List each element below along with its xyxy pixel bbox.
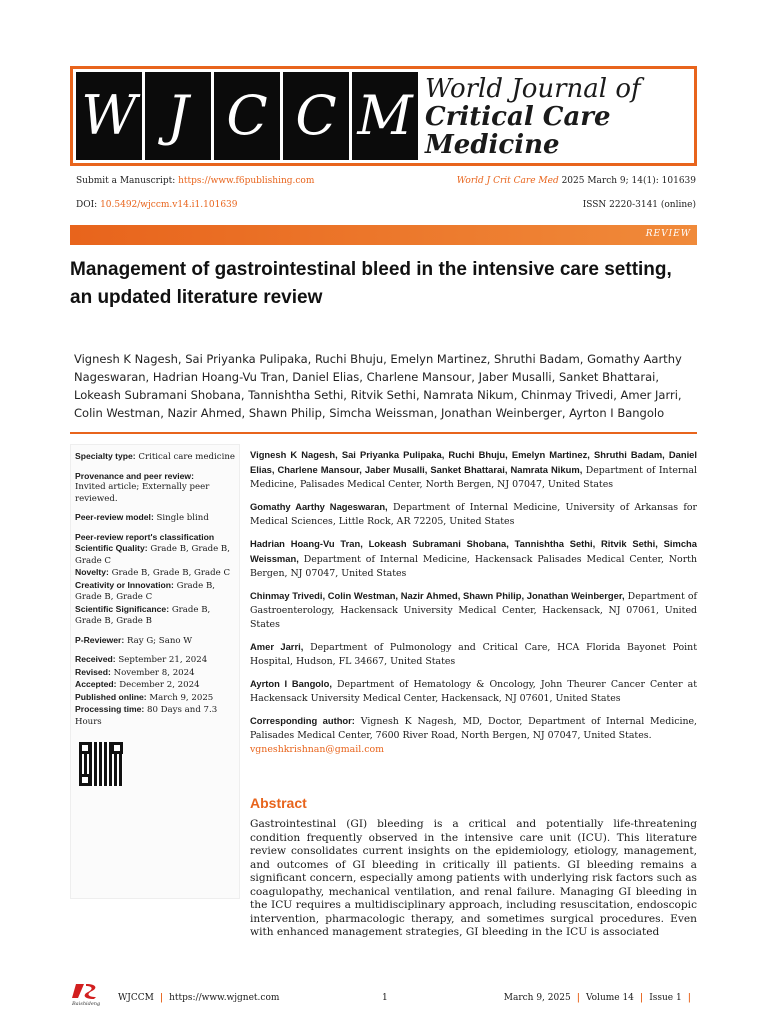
- corresponding-text: Vignesh K Nagesh, MD, Doctor, Department of Internal Medicine, Palisades Medical Center, 7600 River Road, North Bergen, NJ 07047, United States.: [250, 716, 698, 741]
- accepted-label: Accepted:: [75, 679, 117, 689]
- creativity-label: Creativity or Innovation:: [75, 579, 174, 590]
- abstract-text: Gastrointestinal (GI) bleeding is a critical and potentially life-threatening condition frequently observed in the intensive care unit (ICU). This literature review consolidates current insights on the epidemiology, etiology, management, and outcomes of GI bleeding in critically ill patients. GI bleeding remains a significant concern, especially among patients with underlying risk factors such as coagulopathy, mechanical ventilation, and renal failure. Managing GI bleeding in the ICU requires a multidisciplinary approach, including resuscitation, endoscopic intervention, pharmacologic therapy, and sometimes surgical procedures. Even with enhanced management strategies, GI bleeding in the ICU is associated: [250, 818, 697, 938]
- affiliation-names: Amer Jarri,: [250, 641, 304, 652]
- logo-letter: W: [76, 72, 142, 160]
- p-reviewer: [75, 635, 235, 648]
- logo-letter: J: [145, 72, 211, 160]
- affiliation-names: Vignesh K Nagesh, Sai Priyanka Pulipaka, Ruchi Bhuju, Emelyn Martinez, Shruthi Badam, Daniel Elias, Charlene Mansour, Jaber Musalli, Sanket Bhattarai, Namrata Nikum,: [250, 449, 697, 475]
- affiliation-names: Hadrian Hoang-Vu Tran, Lokeash Subramani Shobana, Tannishtha Sethi, Ritvik Sethi, Simcha Weissman,: [250, 538, 697, 564]
- qr-code[interactable]: [79, 742, 123, 786]
- author-list: Vignesh K Nagesh, Sai Priyanka Pulipaka, Ruchi Bhuju, Emelyn Martinez, Shruthi Badam, Gomathy Aarthy Nageswaran, Hadrian Hoang-Vu Tran, Daniel Elias, Charlene Mansour, Jaber Musalli, Sanket Bhattarai, Lokeash Subramani Shobana, Tannishtha Sethi, Ritvik Sethi, Namrata Nikum, Chinmay Trivedi, Amer Jarri, Colin Westman, Nazir Ahmed, Shawn Philip, Simcha Weissman, Jonathan Weinberger, Ayrton I Bangolo: [74, 352, 682, 420]
- submit-link[interactable]: https://www.f6publishing.com: [178, 176, 315, 186]
- peer-review-model: [75, 512, 235, 525]
- publisher-name: Baishideng: [72, 1001, 101, 1006]
- sq-value: Grade B, Grade B, Grade C: [75, 544, 230, 566]
- corresponding-label: Corresponding author:: [250, 715, 355, 726]
- journal-title-line3: Medicine: [425, 130, 560, 160]
- specialty-label: Specialty type:: [75, 451, 136, 461]
- page-footer: [70, 988, 697, 1008]
- affiliation-dept: Department of Internal Medicine, University of Arkansas for Medical Sciences, Little Rock, AR 72205, United States: [250, 502, 697, 527]
- published-label: Published online:: [75, 691, 147, 702]
- article-title-line2: an updated literature review: [70, 287, 323, 308]
- affiliation: [250, 640, 697, 669]
- provenance-value: Invited article; Externally peer reviewed.: [75, 482, 210, 504]
- journal-title: [425, 75, 641, 159]
- classification: [75, 532, 235, 628]
- model-value: Single blind: [156, 513, 209, 523]
- footer-right: [504, 993, 697, 1003]
- article-title: [70, 256, 710, 312]
- citation-journal: World J Crit Care Med: [456, 176, 559, 186]
- doi: [76, 200, 238, 210]
- article-info-sidebar: [70, 444, 240, 899]
- submit-manuscript: [76, 176, 314, 186]
- classification-label: Peer-review report's classification: [75, 531, 215, 542]
- footer-left: [118, 993, 279, 1003]
- significance-value: Grade B, Grade B, Grade B: [75, 604, 211, 626]
- sq-label: Scientific Quality:: [75, 543, 148, 553]
- published-value: March 9, 2025: [149, 692, 214, 703]
- creativity-value: Grade B, Grade B, Grade C: [75, 580, 216, 602]
- article-title-line1: Management of gastrointestinal bleed in the intensive care setting,: [70, 259, 672, 280]
- reviewer-value: Ray G; Sano W: [126, 635, 193, 646]
- footer-journal: WJCCM: [118, 993, 154, 1003]
- affiliation-dept: Department of Hematology & Oncology, John Theurer Cancer Center at Hackensack University Medical Center, Hackensack, NJ 07601, United States: [250, 679, 697, 704]
- affiliation-names: Gomathy Aarthy Nageswaran,: [250, 501, 388, 512]
- novelty-value: Grade B, Grade B, Grade C: [111, 568, 231, 578]
- corresponding-email[interactable]: vgneshkrishnan@gmail.com: [250, 744, 385, 755]
- received-label: Received:: [75, 654, 116, 664]
- citation: [457, 176, 696, 186]
- accepted-value: December 2, 2024: [119, 680, 200, 690]
- revised-label: Revised:: [75, 666, 111, 677]
- affiliation-dept: Department of Gastroenterology, Hackensack University Medical Center, Hackensack, NJ 07061, United States: [250, 591, 697, 630]
- footer-date: March 9, 2025: [503, 993, 571, 1003]
- divider: [70, 432, 697, 434]
- footer-issue: Issue 1: [649, 993, 682, 1003]
- publisher-logo: [70, 982, 106, 1006]
- novelty-label: Novelty:: [75, 567, 109, 577]
- issn: ISSN 2220-3141 (online): [582, 200, 696, 210]
- affiliation-names: Chinmay Trivedi, Colin Westman, Nazir Ahmed, Shawn Philip, Jonathan Weinberger,: [250, 590, 625, 601]
- affiliation: [250, 537, 697, 581]
- footer-url[interactable]: https://www.wjgnet.com: [169, 993, 280, 1003]
- logo-letter: C: [214, 72, 280, 160]
- reviewer-label: P-Reviewer:: [75, 634, 125, 645]
- provenance: [75, 471, 235, 506]
- revised-value: November 8, 2024: [113, 667, 195, 678]
- specialty-value: Critical care medicine: [138, 452, 235, 462]
- affiliations: [250, 448, 697, 765]
- section-bar: [70, 225, 697, 245]
- section-tag: REVIEW: [645, 229, 691, 239]
- affiliation-dept: Department of Pulmonology and Critical Care, HCA Florida Bayonet Point Hospital, Hudson, FL 34667, United States: [250, 642, 697, 667]
- logo-letter: C: [283, 72, 349, 160]
- doi-link[interactable]: 10.5492/wjccm.v14.i1.101639: [100, 200, 238, 210]
- separator: |: [159, 993, 164, 1003]
- abstract-heading: Abstract: [250, 795, 307, 811]
- affiliation: [250, 677, 697, 706]
- submit-label: Submit a Manuscript:: [76, 176, 176, 186]
- footer-volume: Volume 14: [585, 993, 634, 1003]
- citation-details: 2025 March 9; 14(1): 101639: [561, 176, 696, 186]
- model-label: Peer-review model:: [75, 512, 154, 522]
- separator: |: [576, 993, 580, 1003]
- page-number: 1: [382, 993, 388, 1003]
- journal-acronym-logo: [76, 72, 418, 160]
- logo-letter: M: [352, 72, 418, 160]
- affiliation-names: Ayrton I Bangolo,: [250, 678, 332, 689]
- separator: |: [639, 993, 644, 1003]
- processing-label: Processing time:: [75, 704, 145, 714]
- journal-title-line2: Critical Care: [425, 102, 611, 132]
- journal-title-line1: World Journal of: [425, 74, 641, 104]
- processing-value: 80 Days and 7.3 Hours: [75, 705, 218, 727]
- received-value: September 21, 2024: [118, 655, 208, 665]
- specialty-type: [75, 451, 235, 464]
- separator: |: [687, 993, 691, 1003]
- affiliation: [250, 500, 697, 529]
- corresponding-author: [250, 714, 697, 757]
- affiliation: [250, 589, 697, 632]
- affiliation: [250, 448, 697, 492]
- journal-masthead: [70, 66, 697, 166]
- dates: [75, 654, 235, 728]
- provenance-label: Provenance and peer review:: [75, 470, 194, 481]
- doi-label: DOI:: [76, 200, 98, 210]
- significance-label: Scientific Significance:: [75, 603, 170, 614]
- affiliation-dept: Department of Internal Medicine, Palisades Medical Center, North Bergen, NJ 07047, United States: [250, 465, 697, 490]
- affiliation-dept: Department of Internal Medicine, Hackensack Palisades Medical Center, North Bergen, NJ 07047, United States: [250, 554, 697, 579]
